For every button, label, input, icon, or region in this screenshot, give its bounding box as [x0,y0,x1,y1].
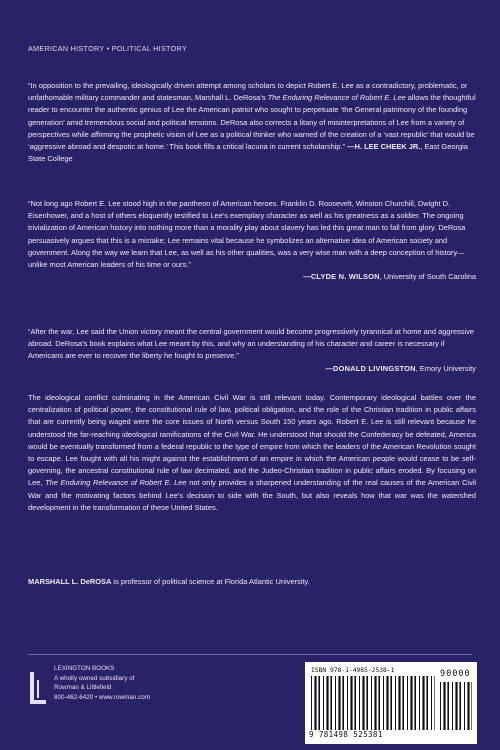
book-title: The Enduring Relevance of Robert E. Lee [267,93,406,103]
footer-divider [28,654,472,655]
publisher-logo-icon [28,668,48,708]
publisher-name: LEXINGTON BOOKS [54,665,115,672]
author-bio: MARSHALL L. DeROSA is professor of political science at Florida Atlantic University. [28,577,310,586]
quote-2-text: “Not long ago Robert E. Lee stood high in the pantheon of American heroes. Franklin D. Roosevelt, Winston Churchill, Dwight D. Eisenhower, and a host of others eloquently testified to Lee’s exemplary character as well as his greatness as a soldier. The ongoing trivialization of American history into nothing more than a morality play about slavery has led this great man to fall from glory. DeRosa persuasively argues that this is a mistake; Lee remains vital because he symbolizes an alternative idea of American society and government. Along the way we learn that Lee, as well as his other qualities, was a very wise man with a deep conception of history—unlike most American leaders of his time or ours.” [28,199,466,270]
quote-1-text: “In opposition to the prevailing, ideologically driven attempt among scholars to depict Robert E. Lee as a contradictory, problematic, or unfathomable military commander and statesman, Marshall L. DeRosa’s The Enduring Relevance of Robert E. Lee allows the thoughtful reader to encounter the authentic genius of Lee the American patriot who sought to perpetuate ‘the General patrimony of the founding generation’ amid tremendous social and political tensions. DeRosa also corrects a litany of misinterpretations of Lee from a variety of perspectives while affirming the prophetic vision of Lee as a political thinker who warned of the creation of a ‘vast republic’ that would be ‘aggressive abroad and despotic at home.’ This book fills a critical lacuna in current scholarship.” —H. LEE CHEEK JR., East Georgia State College [28,81,476,164]
addon-barcode-bars [440,682,472,730]
isbn-barcode [305,662,477,744]
barcode-bars [311,676,435,730]
author-name: MARSHALL L. DeROSA [28,577,112,586]
quote-3 [28,326,476,375]
category-label: AMERICAN HISTORY • POLITICAL HISTORY [28,44,187,53]
book-title: The Enduring Relevance of Robert E. Lee [45,478,187,488]
quote-1-attribution: —H. LEE CHEEK JR., East Georgia State College [28,142,468,164]
quote-2 [28,198,476,283]
quote-1 [28,80,476,165]
description [28,392,476,514]
publisher-contact: 800-462-6420 • www.rowman.com [54,693,151,701]
isbn-label: ISBN 978-1-4985-2538-1 [311,667,395,674]
quote-2-attribution: —CLYDE N. WILSON, University of South Carolina [303,272,476,282]
publisher-block [28,664,198,734]
price-code: 90000 [440,669,471,679]
description-text: The ideological conflict culminating in the American Civil War is still relevant today. Contemporary ideological battles over the centralization of political power, the constitutional rule of law, political obligation, and the role of the Christian tradition in public affairs that are currently being waged were the core issues of North versus South 150 years ago. Robert E. Lee is still relevant because he understood the far-reaching ideological ramifications of the Civil War. He understood that should the Confederacy be defeated, America would be eventually transformed from a federal republic to the type of empire from which the leaders of the American Revolution sought to escape. Lee fought with all his might against the establishment of an empire in which the American people would cease to be self-governing, the ancestral constitutional rule of law decimated, and the Judeo-Christian tradition in public affairs eroded. By focusing on Lee, The Enduring Relevance of Robert E. Lee not only provides a sharpened understanding of the real causes of the American Civil War and the motivating factors behind Lee’s decision to side with the South, but also reveals how that war was the watershed development in the transformation of these United States. [28,393,476,512]
barcode-digits: 9 781498 525381 [309,730,383,739]
publisher-text: LEXINGTON BOOKS A wholly owned subsidiary of Rowman & Littlefield 800-462-6420 • www.rowman.com [54,665,151,701]
quote-3-attribution: —DONALD LIVINGSTON, Emory University [325,363,476,373]
quote-3-text: “After the war, Lee said the Union victory meant the central government would become progressively tyrannical at home and aggressive abroad. DeRosa’s book explains what Lee meant by this, and why an understanding of his character and career is necessary if Americans are ever to recover the liberty he fought to preserve.” [28,327,475,361]
